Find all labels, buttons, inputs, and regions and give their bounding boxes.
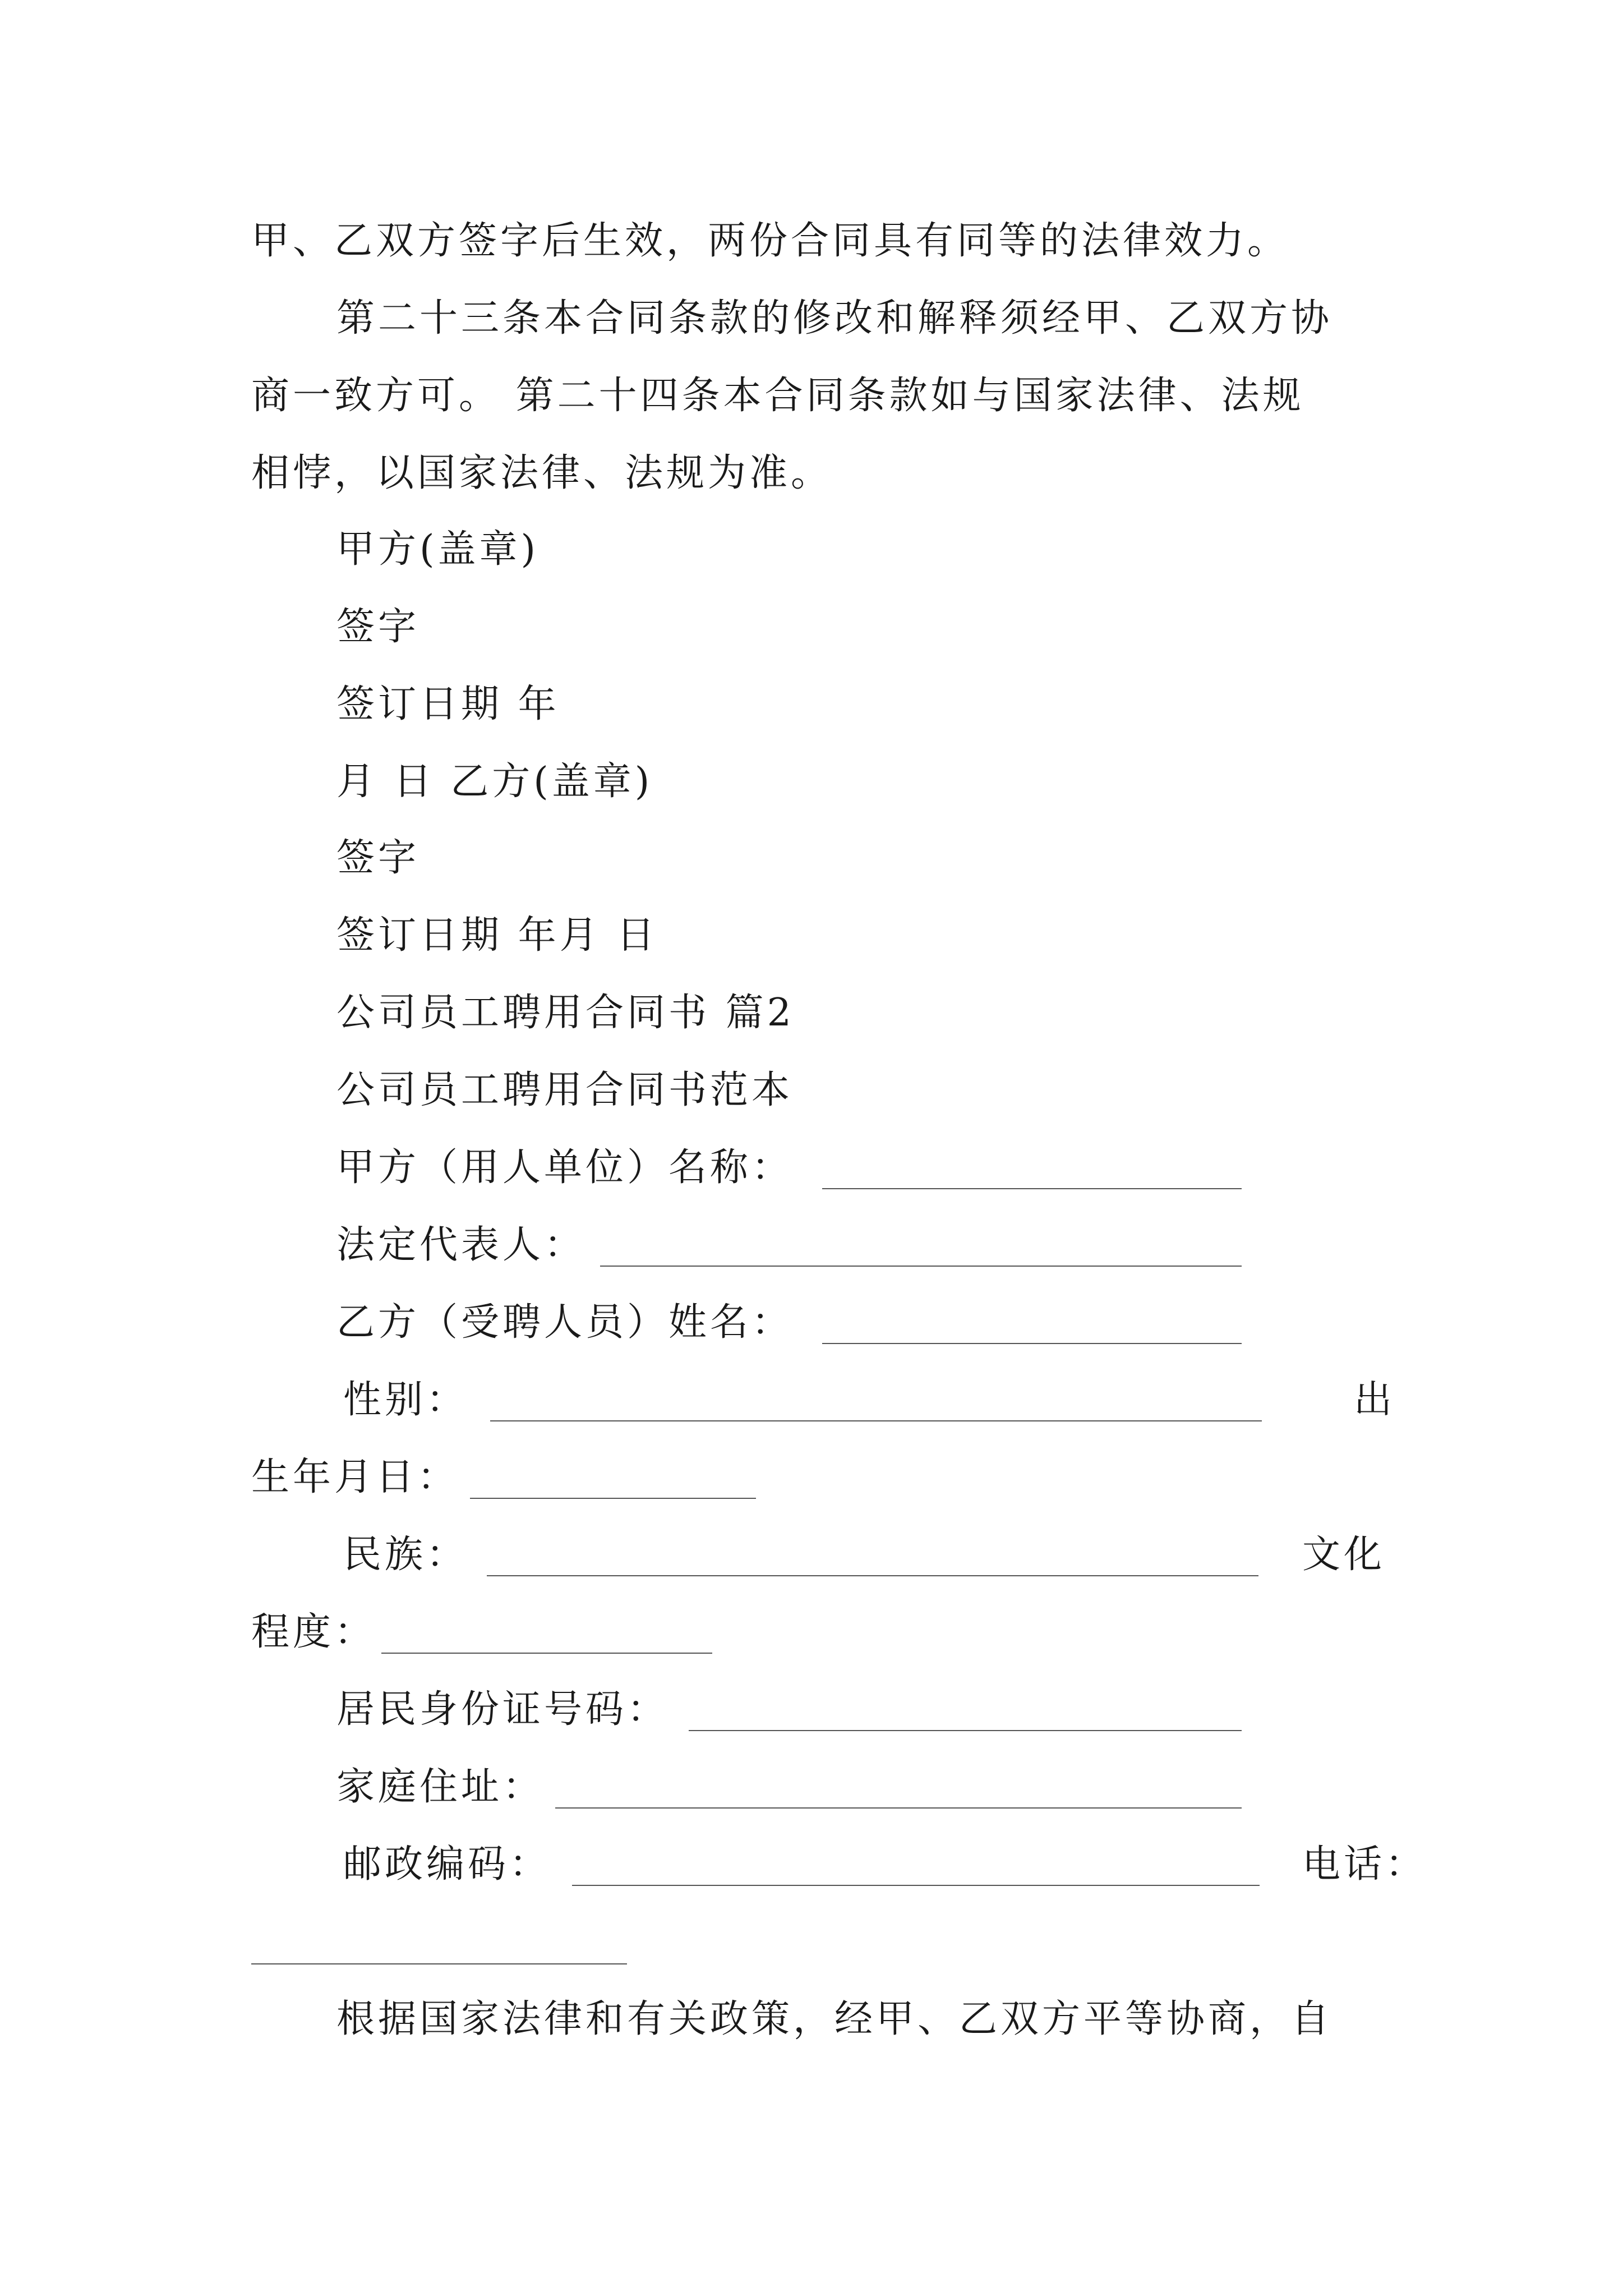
- phone-blank: [251, 1963, 627, 1964]
- section-heading: 公司员工聘用合同书 篇2: [336, 991, 795, 1035]
- birth-label-start: 出: [1354, 1378, 1396, 1422]
- phone-label: 电话：: [1302, 1842, 1427, 1887]
- text-line: 甲、乙双方签字后生效，两份合同具有同等的法律效力。: [251, 219, 1289, 263]
- text-line: 月 日 乙方(盖章): [336, 760, 653, 804]
- legal-rep-label: 法定代表人：: [336, 1223, 586, 1267]
- text-line: 相悖，以国家法律、法规为准。: [251, 451, 833, 495]
- education-label-start: 文化: [1302, 1533, 1386, 1577]
- gender-label: 性别：: [343, 1378, 468, 1422]
- education-label-end: 程度：: [251, 1610, 376, 1654]
- id-number-label: 居民身份证号码：: [336, 1687, 669, 1732]
- text-line: 甲方(盖章): [336, 527, 540, 572]
- ethnicity-blank: [487, 1575, 1258, 1576]
- text-line: 签字: [336, 605, 420, 649]
- text-line: 签订日期 年月 日: [336, 913, 658, 958]
- education-blank: [381, 1653, 712, 1654]
- legal-rep-blank: [600, 1266, 1242, 1267]
- closing-paragraph: 根据国家法律和有关政策，经甲、乙双方平等协商，自: [336, 1997, 1333, 2041]
- text-line: 第二十三条本合同条款的修改和解释须经甲、乙双方协: [336, 296, 1333, 341]
- party-a-name-label: 甲方（用人单位）名称：: [336, 1145, 794, 1190]
- text-line: 签订日期 年: [336, 682, 560, 726]
- birth-date-blank: [470, 1498, 756, 1499]
- gender-blank: [490, 1420, 1262, 1421]
- ethnicity-label: 民族：: [343, 1533, 468, 1577]
- party-b-name-label: 乙方（受聘人员）姓名：: [336, 1300, 794, 1345]
- birth-label-end: 生年月日：: [251, 1455, 459, 1499]
- postal-code-label: 邮政编码：: [343, 1842, 551, 1887]
- text-line: 商一致方可。 第二十四条本合同条款如与国家法律、法规: [251, 374, 1304, 418]
- address-blank: [555, 1807, 1242, 1809]
- party-b-name-blank: [822, 1343, 1242, 1344]
- text-line: 签字: [336, 836, 420, 880]
- id-number-blank: [689, 1730, 1242, 1731]
- postal-code-blank: [572, 1885, 1260, 1886]
- party-a-name-blank: [822, 1188, 1242, 1189]
- address-label: 家庭住址：: [336, 1765, 545, 1809]
- document-title: 公司员工聘用合同书范本: [336, 1068, 794, 1112]
